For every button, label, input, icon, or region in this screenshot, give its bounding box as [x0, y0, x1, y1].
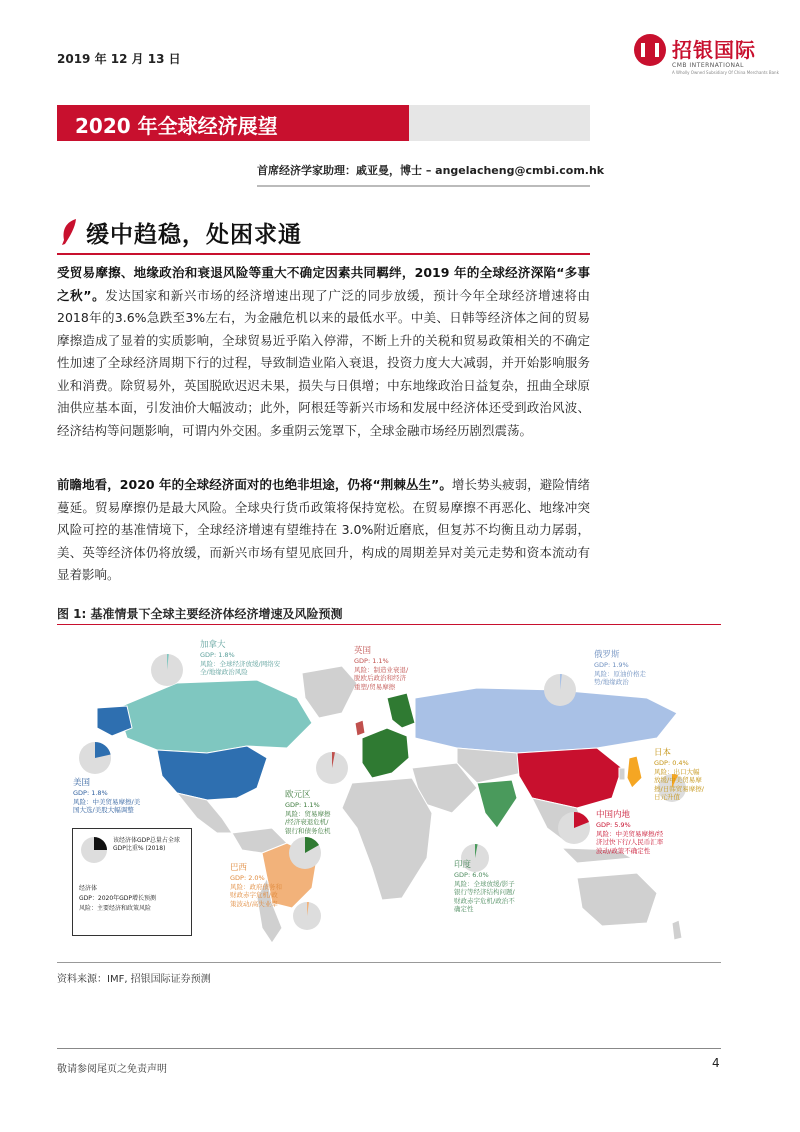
annotation-russia: 俄罗斯 GDP: 1.9% 风险：原油价格走 势/地缘政治: [594, 650, 646, 686]
logo-subtitle: A Wholly Owned Subsidiary Of China Merchants Bank: [672, 70, 779, 75]
map-eurozone: [362, 728, 409, 778]
page-number: 4: [712, 1056, 720, 1070]
annotation-japan: 日本 GDP: 0.4% 风险：出口大幅 放缓/中美贸易摩 擦/日韩贸易摩擦/ 日元升值: [654, 748, 704, 801]
logo-mark-icon: [634, 34, 666, 66]
footer-rule: [57, 1048, 721, 1049]
author-line: 首席经济学家助理：戚亚曼，博士 – angelacheng@cmbi.com.hk: [257, 164, 605, 177]
map-japan: [627, 756, 642, 788]
map-australia: [577, 873, 657, 926]
report-title: 2020 年全球经济展望: [75, 114, 278, 138]
legend-line-1: 经济体: [79, 885, 98, 892]
logo-english-text: CMB INTERNATIONAL: [672, 62, 744, 69]
report-date: 2019 年 12 月 13 日: [57, 52, 181, 66]
pie-canada: [151, 654, 183, 686]
logo-chinese-text: 招银国际: [672, 38, 756, 62]
map-canada: [117, 680, 312, 753]
pie-eurozone: [289, 837, 321, 869]
pie-china: [558, 812, 590, 844]
map-new-zealand: [672, 920, 682, 940]
pie-brazil: [293, 902, 321, 930]
map-usa: [157, 746, 267, 800]
annotation-uk: 英国 GDP: 1.1% 风险：制造业衰退/ 脱欧后政治和经济 重塑/贸易摩擦: [354, 646, 409, 691]
paragraph-1-body: 发达国家和新兴市场的经济增速出现了广泛的同步放缓，预计今年全球经济增速将由2018年的3.6%急跌至3%左右，为金融危机以来的最低水平。中美、日韩等经济体之间的贸易摩擦造成了显着的实质影响，全球贸易近乎陷入停滞，不断上升的关税和贸易政策相关的不确定性加速了全球经济周期下行的过程，导致制造业陷入衰退，投资力度大大减弱，并开始影响服务业和消费。除贸易外，英国脱欧迟迟未果，损失与日俱增；中东地缘政治日益复杂，扭曲全球原油供应基本面，引发油价大幅波动；此外，阿根廷等新兴市场和发展中经济体还受到政治风波、经济结构等问题影响，可谓内外交困。多重阴云笼罩下，全球金融市场经历剧烈震荡。: [57, 287, 590, 438]
pie-russia: [544, 674, 576, 706]
feather-icon: [60, 218, 80, 246]
figure-label: 图 1: 基准情景下全球主要经济体经济增速及风险预测: [57, 607, 343, 621]
figure-top-rule: [57, 624, 721, 625]
annotation-india: 印度 GDP: 6.0% 风险：全球放缓/影子 银行等经济结构问题/ 财政赤字危机/政治不 确定性: [454, 860, 515, 913]
map-uk: [355, 720, 365, 736]
map-india: [477, 780, 517, 828]
cmb-international-logo: [634, 30, 779, 90]
annotation-brazil: 巴西 GDP: 2.0% 风险：政府债务和 财政赤字危机/政 策波动/高失业率: [230, 863, 282, 908]
map-korea: [619, 768, 625, 780]
paragraph-1: [57, 262, 590, 442]
map-africa: [342, 778, 432, 900]
legend-pie-icon: [79, 835, 109, 865]
annotation-usa: 美国 GDP: 1.8% 风险：中美贸易摩擦/美 国大选/美股大幅调整: [73, 778, 141, 814]
author-underline: [257, 185, 590, 187]
map-legend: [72, 828, 192, 936]
legend-pie-label: 该经济体GDP总量占全球GDP比重% (2018): [113, 837, 180, 852]
map-russia: [415, 688, 677, 753]
figure-source: 资料来源：IMF, 招银国际证券预测: [57, 974, 211, 985]
legend-line-2: GDP：2020年GDP增长预测: [79, 895, 157, 902]
pie-uk: [316, 752, 348, 784]
paragraph-2-lead: 前瞻地看，2020 年的全球经济面对的也绝非坦途，仍将“荆棘丛生”。: [57, 477, 452, 492]
paragraph-1-lead: 受贸易摩擦、地缘政治和衰退风险等重大不确定因素共同羁绊，2019 年的全球经济深陷“多事之秋”。: [57, 265, 590, 303]
annotation-china: 中国内地 GDP: 5.9% 风险：中美贸易摩擦/经 济过快下行/人民币汇率 波动/政策不确定性: [596, 810, 664, 855]
map-scandinavia: [387, 693, 415, 728]
pie-usa: [79, 742, 111, 774]
annotation-eurozone: 欧元区 GDP: 1.1% 风险：贸易摩擦 /经济衰退危机/ 银行和债务危机: [285, 790, 331, 835]
title-bar: [57, 105, 590, 141]
footer-disclaimer: 敬请参阅尾页之免责声明: [57, 1064, 167, 1075]
legend-line-3: 风险：主要经济和政策风险: [79, 905, 152, 912]
map-greenland: [302, 666, 357, 718]
section-title: 缓中趋稳，处困求通: [86, 221, 302, 248]
section-divider: [57, 253, 590, 255]
source-rule: [57, 962, 721, 963]
paragraph-2-body: 增长势头疲弱，避险情绪蔓延。贸易摩擦仍是最大风险。全球央行货币政策将保持宽松。在贸易摩擦不再恶化、地缘冲突风险可控的基准情境下，全球经济增速有望维持在 3.0%附近磨底，但复苏不均衡且动力孱弱，美、英等经济体仍将放缓，而新兴市场有望见底回升，构成的周期差异对美元走势和资本流动有显着影响。: [57, 477, 590, 582]
world-map-figure: [57, 628, 721, 958]
paragraph-2: [57, 474, 590, 587]
annotation-canada: 加拿大 GDP: 1.8% 风险：全球经济放缓/网络安 全/地缘政治风险: [200, 640, 281, 676]
